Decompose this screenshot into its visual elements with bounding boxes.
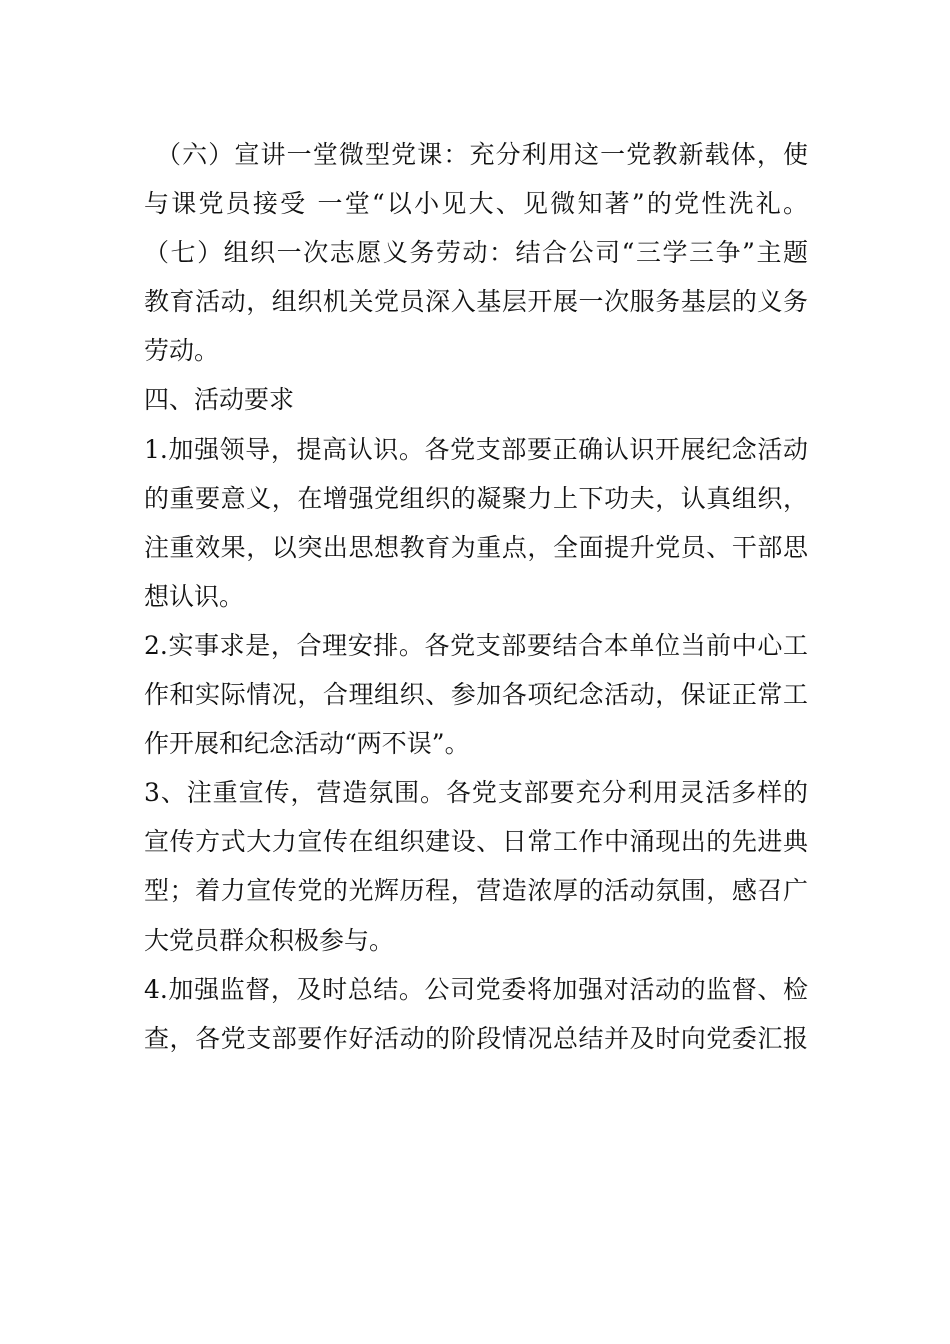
text-line: 3、注重宣传，营造氛围。各党支部要充分利用灵活多样的 <box>144 778 808 808</box>
text-line: 型；着力宣传党的光辉历程，营造浓厚的活动氛围，感召广 <box>144 876 808 906</box>
text-line: 查，各党支部要作好活动的阶段情况总结并及时向党委汇报 <box>144 1023 808 1053</box>
text-line: （七）组织一次志愿义务劳动：结合公司“三学三争”主题 <box>144 238 808 268</box>
text-line: 1.加强领导，提高认识。各党支部要正确认识开展纪念活动 <box>144 434 808 464</box>
text-line: 作开展和纪念活动“两不误”。 <box>144 729 470 759</box>
text-line: 大党员群众积极参与。 <box>144 925 395 955</box>
text-line: 2.实事求是，合理安排。各党支部要结合本单位当前中心工 <box>144 630 808 660</box>
text-line: 想认识。 <box>144 581 245 611</box>
text-line: （六）宣讲一堂微型党课：充分利用这一党教新载体，使 <box>156 140 808 169</box>
text-line: 注重效果，以突出思想教育为重点，全面提升党员、干部思 <box>144 532 808 562</box>
text-line: 教育活动，组织机关党员深入基层开展一次服务基层的义务 <box>144 287 808 317</box>
text-line: 劳动。 <box>144 336 220 366</box>
text-line: 作和实际情况，合理组织、参加各项纪念活动，保证正常工 <box>144 680 808 710</box>
text-line: 宣传方式大力宣传在组织建设、日常工作中涌现出的先进典 <box>144 827 808 857</box>
section-heading: 四、活动要求 <box>144 385 295 415</box>
document-body <box>144 130 808 1063</box>
text-line: 的重要意义，在增强党组织的凝聚力上下功夫，认真组织， <box>144 483 808 513</box>
text-line: 4.加强监督，及时总结。公司党委将加强对活动的监督、检 <box>144 974 808 1004</box>
text-line: 与课党员接受 一堂“以小见大、见微知著”的党性洗礼。 <box>144 189 808 219</box>
